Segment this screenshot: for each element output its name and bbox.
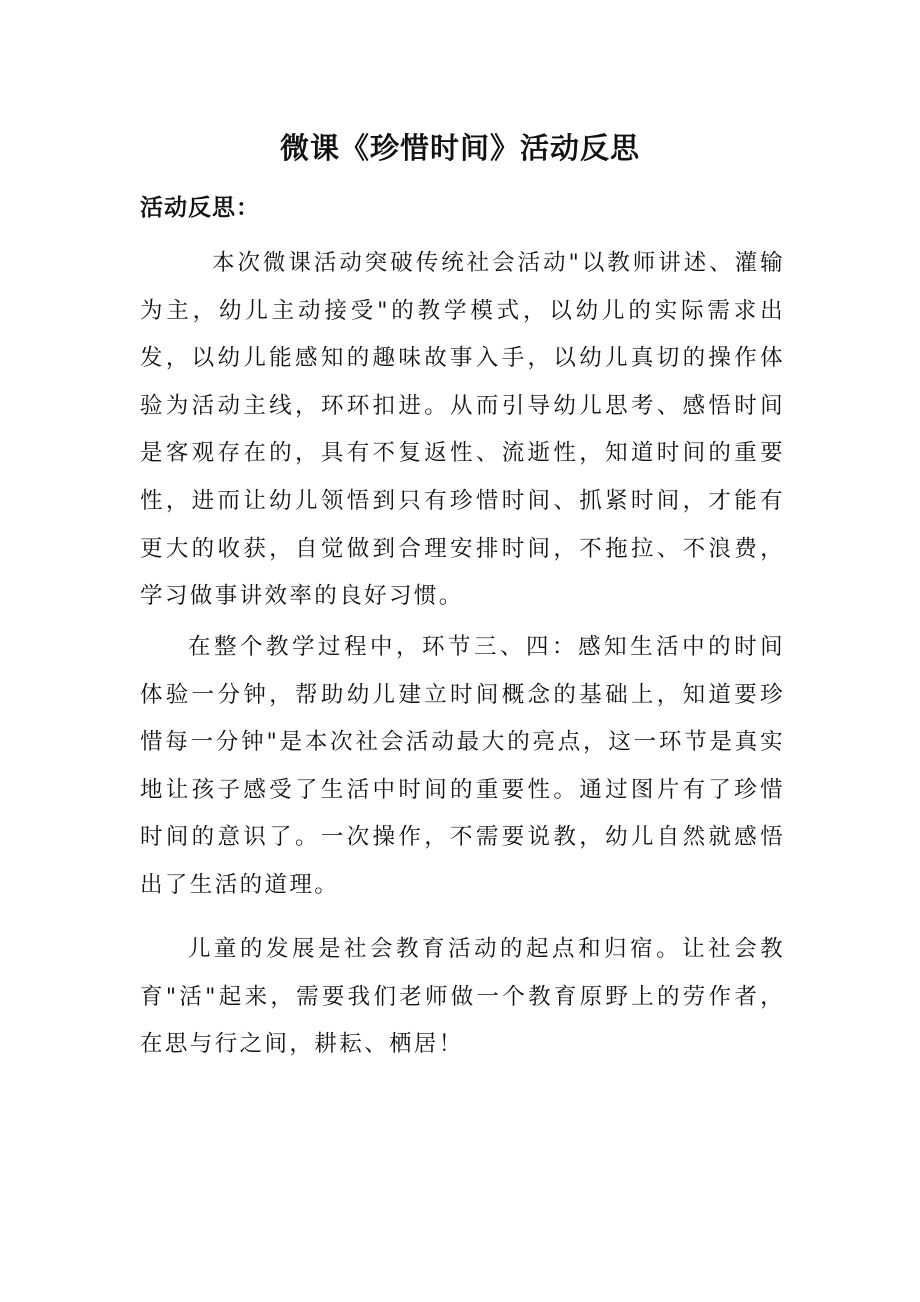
- section-heading: 活动反思：: [140, 194, 260, 221]
- paragraph-2: 在整个教学过程中，环节三、四：感知生活中的时间体验一分钟，帮助幼儿建立时间概念的基础上，知道要珍惜每一分钟"是本次社会活动最大的亮点，这一环节是真实地让孩子感受了生活中时间的重要性。通过图片有了珍惜时间的意识了。一次操作，不需要说教，幼儿自然就感悟出了生活的道理。: [140, 634, 785, 898]
- paragraph-1: 本次微课活动突破传统社会活动"以教师讲述、灌输为主，幼儿主动接受"的教学模式，以幼儿的实际需求出发，以幼儿能感知的趣味故事入手，以幼儿真切的操作体验为活动主线，环环扣进。从而引导幼儿思考、感悟时间是客观存在的，具有不复返性、流逝性，知道时间的重要性，进而让幼儿领悟到只有珍惜时间、抓紧时间，才能有更大的收获，自觉做到合理安排时间，不拖拉、不浪费，学习做事讲效率的良好习惯。: [140, 250, 785, 610]
- paragraph-3: 儿童的发展是社会教育活动的起点和归宿。让社会教育"活"起来，需要我们老师做一个教育原野上的劳作者，在思与行之间，耕耘、栖居！: [140, 936, 785, 1058]
- document-title: 微课《珍惜时间》活动反思: [279, 131, 640, 165]
